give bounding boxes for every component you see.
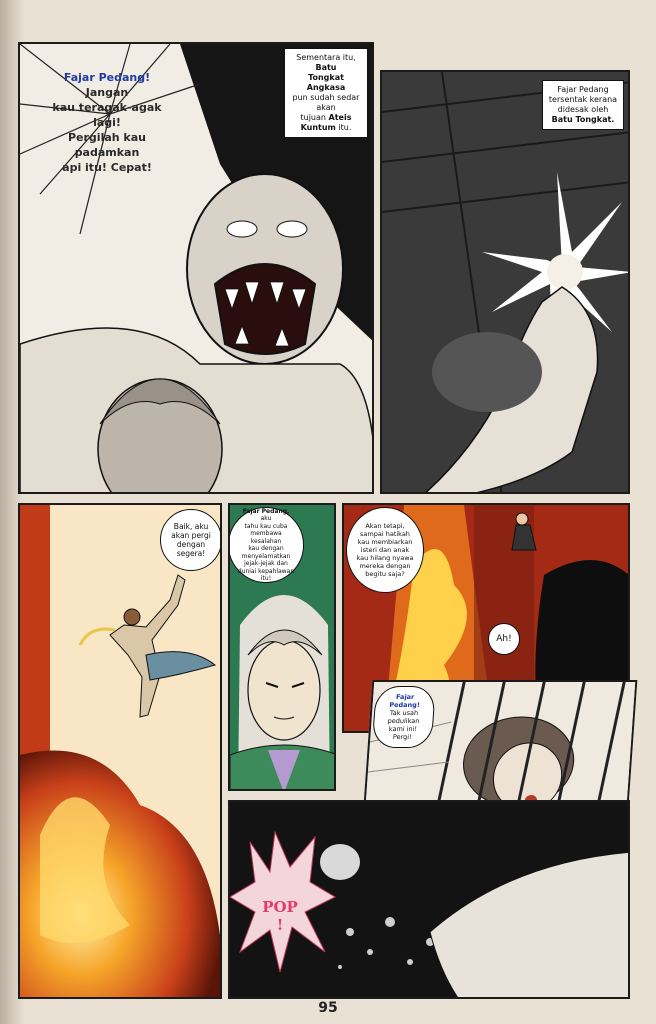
balloon-line: kau membiarkan bbox=[357, 538, 413, 546]
shout-line-1: Jangan bbox=[85, 86, 129, 99]
panel-3-art bbox=[20, 505, 222, 999]
page-number: 95 bbox=[318, 1000, 338, 1016]
shout-line-3: Pergilah kau padamkan bbox=[67, 131, 146, 159]
balloon-line: menyelamatkan bbox=[241, 552, 291, 560]
panel-7 bbox=[228, 800, 630, 999]
balloon-line: Ah! bbox=[496, 633, 512, 644]
shout-text bbox=[52, 70, 162, 175]
caption-bold: Tongkat Angkasa bbox=[306, 73, 346, 92]
balloon-line: Tak usah bbox=[389, 709, 419, 717]
balloon-line: kau hilang nyawa bbox=[356, 554, 414, 562]
caption-text: Fajar Pedang bbox=[557, 85, 609, 94]
balloon-line: duniai kepahlawan bbox=[237, 567, 295, 575]
speech-balloon bbox=[160, 509, 222, 571]
caption-bold: Kuntum bbox=[300, 123, 336, 132]
sfx-line: ! bbox=[276, 916, 284, 934]
caption-text: itu. bbox=[338, 123, 352, 132]
caption-bold: Batu Tongkat. bbox=[551, 115, 615, 124]
panel-3 bbox=[18, 503, 222, 999]
balloon-name: Fajar Pedang! bbox=[389, 693, 421, 709]
balloon-line: kau dengan bbox=[248, 545, 284, 552]
balloon-line: kami ini! bbox=[388, 725, 418, 733]
exclaim-balloon bbox=[488, 623, 520, 655]
balloon-line: akan pergi bbox=[171, 531, 211, 540]
balloon-line: pedulikan bbox=[387, 717, 420, 725]
shout-line-4: api itu! Cepat! bbox=[62, 161, 152, 174]
sfx-line: POP bbox=[262, 898, 298, 916]
balloon-name: Fajar Pedang, bbox=[242, 507, 290, 515]
caption-bold: Batu bbox=[315, 63, 337, 72]
balloon-line: itu! bbox=[260, 575, 272, 582]
balloon-line: Akan tetapi, bbox=[365, 522, 405, 530]
shout-name: Fajar Pedang! bbox=[63, 71, 151, 84]
narration-caption bbox=[284, 48, 368, 138]
panel-1 bbox=[18, 42, 374, 494]
balloon-line: Pergi! bbox=[392, 733, 413, 741]
speech-balloon bbox=[372, 686, 436, 748]
caption-text: Sementara itu, bbox=[296, 53, 356, 62]
balloon-line: Baik, aku bbox=[173, 522, 209, 531]
balloon-line: segera! bbox=[176, 549, 206, 558]
speech-balloon bbox=[228, 507, 304, 583]
speech-balloon bbox=[346, 507, 424, 593]
balloon-line: aku bbox=[260, 515, 272, 522]
sound-effect bbox=[252, 898, 308, 934]
caption-text: tersentak kerana bbox=[548, 95, 618, 104]
balloon-line: sampai hatikah bbox=[360, 530, 410, 538]
balloon-line: isteri dan anak bbox=[360, 546, 410, 554]
panel-2 bbox=[380, 70, 630, 494]
narration-caption bbox=[542, 80, 624, 130]
caption-text: pun sudah sedar akan bbox=[292, 93, 360, 112]
caption-text: didesak oleh bbox=[557, 105, 609, 114]
balloon-line: tahu kau cuba bbox=[244, 522, 288, 530]
panel-4 bbox=[228, 503, 336, 791]
shout-line-2: kau teragak-agak lagi! bbox=[52, 101, 162, 129]
balloon-line: begitu saja? bbox=[365, 570, 405, 578]
balloon-line: jejak-jejak dan bbox=[244, 560, 288, 567]
caption-bold: Ateis bbox=[328, 113, 352, 122]
balloon-line: mereka dengan bbox=[359, 562, 411, 570]
balloon-line: dengan bbox=[176, 540, 206, 549]
caption-text: tujuan bbox=[300, 113, 326, 122]
balloon-line: membawa kesalahan bbox=[250, 530, 282, 545]
panel-2-art bbox=[382, 72, 630, 494]
